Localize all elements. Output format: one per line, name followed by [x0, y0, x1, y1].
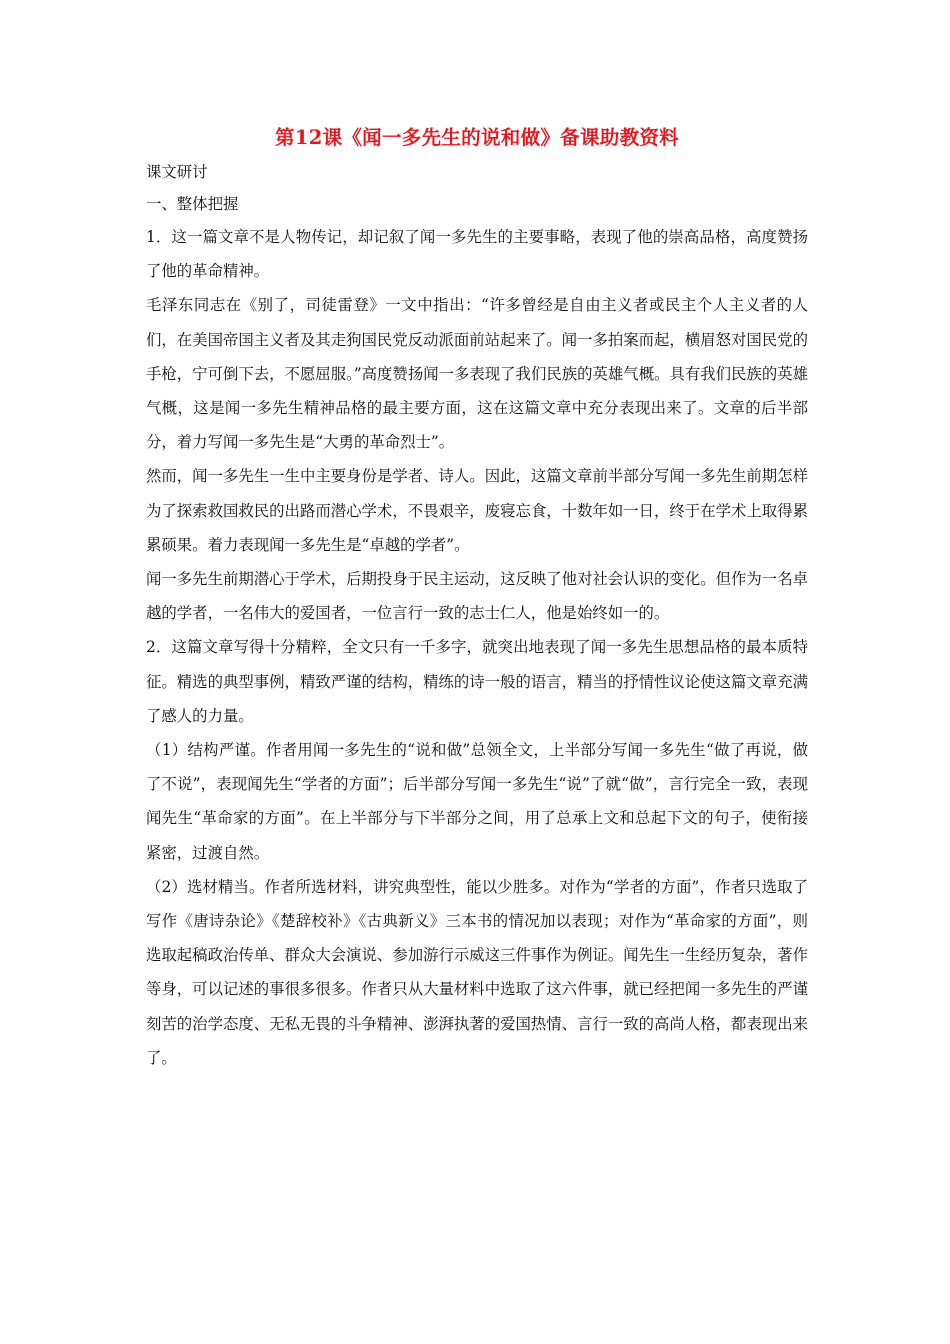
subsection-heading: 一、整体把握 — [146, 195, 239, 213]
paragraph-6: （1）结构严谨。作者用闻一多先生的“说和做”总领全文，上半部分写闻一多先生“做了再说，做了不说”，表现闻先生“学者的方面”；后半部分写闻一多先生“说”了就“做”，言行完全一致，表现闻先生“革命家的方面”。在上半部分与下半部分之间，用了总承上文和总起下文的句子，使衔接紧密，过渡自然。 — [146, 741, 808, 862]
paragraph-5: 2．这篇文章写得十分精粹，全文只有一千多字，就突出地表现了闻一多先生思想品格的最本质特征。精选的典型事例，精致严谨的结构，精练的诗一般的语言，精当的抒情性议论使这篇文章充满了感人的力量。 — [146, 638, 808, 725]
document-page — [146, 124, 808, 1075]
document-title: 第12课《闻一多先生的说和做》备课助教资料 — [275, 126, 679, 149]
paragraph-7: （2）选材精当。作者所选材料，讲究典型性，能以少胜多。对作为“学者的方面”，作者只选取了写作《唐诗杂论》《楚辞校补》《古典新义》三本书的情况加以表现；对作为“革命家的方面”，则选取起稿政治传单、群众大会演说、参加游行示威这三件事作为例证。闻先生一生经历复杂，著作等身，可以记述的事很多很多。作者只从大量材料中选取了这六件事，就已经把闻一多先生的严谨刻苦的治学态度、无私无畏的斗争精神、澎湃执著的爱国热情、言行一致的高尚人格，都表现出来了。 — [146, 877, 808, 1067]
paragraph-1: 1．这一篇文章不是人物传记，却记叙了闻一多先生的主要事略，表现了他的崇高品格，高度赞扬了他的革命精神。 — [146, 228, 808, 281]
paragraph-4: 闻一多先生前期潜心于学术，后期投身于民主运动，这反映了他对社会认识的变化。但作为一名卓越的学者，一名伟大的爱国者，一位言行一致的志士仁人，他是始终如一的。 — [146, 570, 808, 623]
paragraph-2: 毛泽东同志在《别了，司徒雷登》一文中指出：“许多曾经是自由主义者或民主个人主义者的人们，在美国帝国主义者及其走狗国民党反动派面前站起来了。闻一多拍案而起，横眉怒对国民党的手枪，宁可倒下去，不愿屈服。”高度赞扬闻一多表现了我们民族的英雄气概。具有我们民族的英雄气概，这是闻一多先生精神品格的最主要方面，这在这篇文章中充分表现出来了。文章的后半部分，着力写闻一多先生是“大勇的革命烈士”。 — [146, 296, 808, 452]
section-heading: 课文研讨 — [146, 163, 208, 181]
paragraph-3: 然而，闻一多先生一生中主要身份是学者、诗人。因此，这篇文章前半部分写闻一多先生前期怎样为了探索救国救民的出路而潜心学术，不畏艰辛，废寝忘食，十数年如一日，终于在学术上取得累累硕果。着力表现闻一多先生是“卓越的学者”。 — [146, 467, 808, 554]
